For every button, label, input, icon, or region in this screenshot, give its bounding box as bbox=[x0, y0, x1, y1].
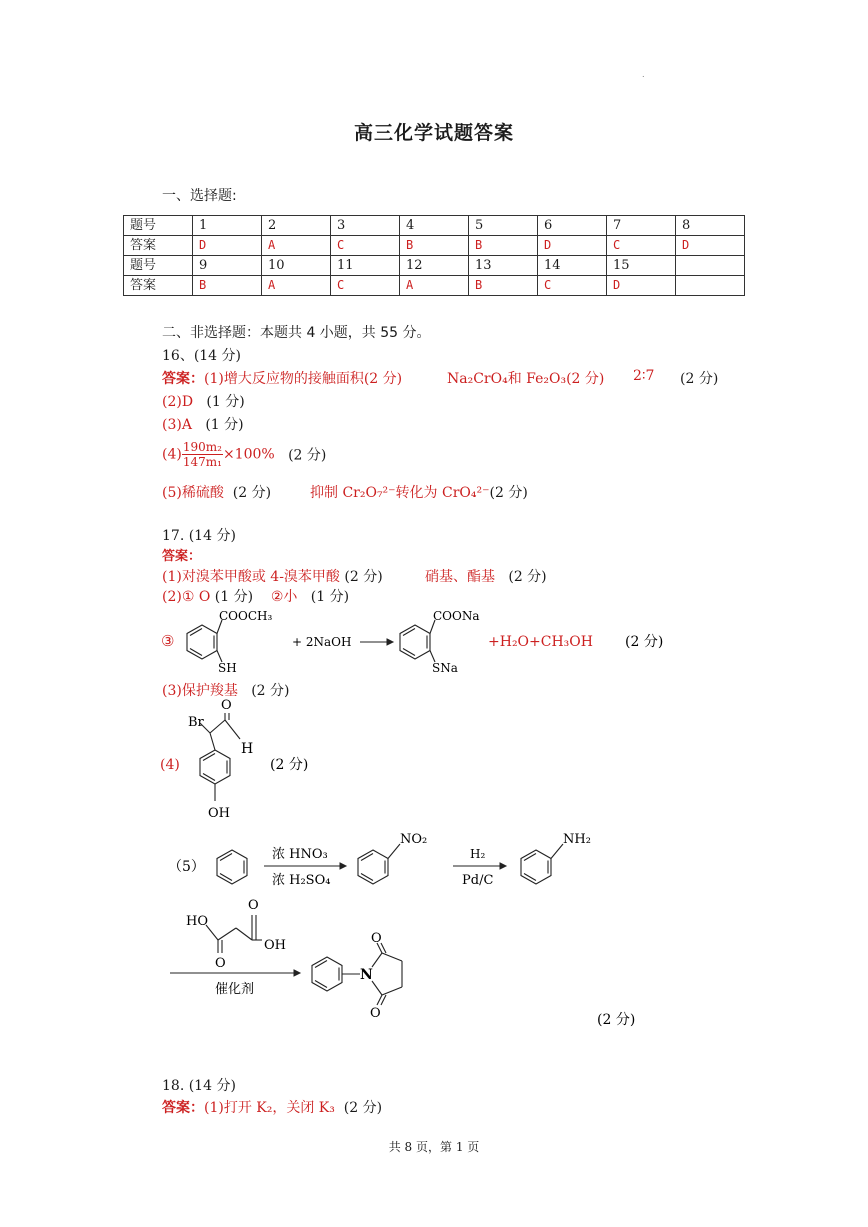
table-answer-cell: D bbox=[538, 236, 607, 256]
q17-3-score: (2 分) bbox=[625, 634, 664, 650]
q17-line1b bbox=[425, 566, 547, 586]
table-cell: 4 bbox=[400, 216, 469, 236]
answer-label: 答案： bbox=[162, 549, 202, 564]
table-cell: 15 bbox=[607, 256, 676, 276]
q17-4-structure bbox=[155, 695, 355, 825]
q16-line2 bbox=[162, 391, 245, 411]
q16-3-answer: (3)A bbox=[162, 417, 192, 433]
no2-label: NO₂ bbox=[400, 832, 428, 847]
q16-line4 bbox=[162, 440, 326, 469]
answer-table bbox=[123, 215, 745, 296]
q17-header: 17. (14 分) bbox=[162, 528, 236, 544]
sna-label: SNa bbox=[432, 661, 458, 675]
fraction-denominator: 147m₁ bbox=[182, 455, 222, 469]
q16-line1 bbox=[162, 368, 402, 388]
table-row bbox=[124, 236, 745, 256]
table-answer-cell: A bbox=[400, 276, 469, 296]
table-row-label: 题号 bbox=[124, 256, 193, 276]
table-cell: 10 bbox=[262, 256, 331, 276]
q17-4-score: (2 分) bbox=[270, 757, 309, 773]
table-answer-cell: C bbox=[331, 276, 400, 296]
benzene-ring-icon bbox=[400, 620, 435, 662]
table-row bbox=[124, 256, 745, 276]
table-cell: 5 bbox=[469, 216, 538, 236]
table-answer-cell: B bbox=[469, 236, 538, 256]
table-cell: 6 bbox=[538, 216, 607, 236]
aldehyde-h-label: H bbox=[241, 741, 254, 757]
n-phenylsuccinimide-icon bbox=[312, 943, 402, 1005]
q17-1-score-b: (2 分) bbox=[508, 569, 547, 585]
succinic-o-top: O bbox=[248, 898, 259, 913]
reagent-pdc: Pd/C bbox=[462, 873, 494, 888]
q17-3-marker: ③ bbox=[161, 632, 175, 650]
answer-label: 答案： bbox=[162, 1100, 204, 1116]
table-answer-cell: B bbox=[193, 276, 262, 296]
oh-label: OH bbox=[208, 806, 230, 821]
table-answer-cell: A bbox=[262, 276, 331, 296]
q17-line1 bbox=[162, 566, 383, 586]
table-cell: 11 bbox=[331, 256, 400, 276]
q16-header: 16、(14 分) bbox=[162, 348, 242, 364]
table-answer-cell: D bbox=[193, 236, 262, 256]
reagent-h2so4: 浓 H₂SO₄ bbox=[272, 873, 331, 888]
aniline-ring-icon bbox=[521, 844, 563, 884]
q16-4-percent: ×100% bbox=[222, 446, 275, 463]
q17-1-answer-b: 硝基、酯基 bbox=[425, 569, 495, 585]
cooch3-label: COOCH₃ bbox=[219, 609, 273, 623]
table-row-label: 答案 bbox=[124, 236, 193, 256]
table-cell: 3 bbox=[331, 216, 400, 236]
q17-3b-answer: (3)保护羧基 bbox=[162, 683, 238, 699]
table-answer-cell: C bbox=[607, 236, 676, 256]
table-row-label: 答案 bbox=[124, 276, 193, 296]
page-footer: 共 8 页，第 1 页 bbox=[388, 1140, 480, 1154]
q17-5-synthesis-row1 bbox=[160, 826, 630, 896]
q16-5-score: (2 分) bbox=[232, 485, 272, 501]
reaction-arrow-icon bbox=[264, 863, 346, 869]
table-cell bbox=[676, 256, 745, 276]
q16-1-answer-b: Na₂CrO₄和 Fe₂O₃(2 分) bbox=[447, 371, 605, 387]
benzene-ring-icon bbox=[217, 850, 247, 884]
q16-1-score: (2 分) bbox=[680, 371, 719, 387]
section-nonchoice-heading: 二、非选择题：本题共 4 小题，共 55 分。 bbox=[162, 325, 431, 341]
q17-3-products: +H₂O+CH₃OH bbox=[488, 634, 593, 650]
q16-1-answer-ratio: 2∶7 bbox=[633, 368, 655, 384]
reaction-arrow-icon bbox=[453, 863, 506, 869]
table-answer-cell: B bbox=[469, 276, 538, 296]
table-cell: 12 bbox=[400, 256, 469, 276]
q16-5-answer-b: 抑制 Cr₂O₇²⁻转化为 CrO₄²⁻ bbox=[310, 485, 490, 501]
succinic-ho-label: HO bbox=[186, 914, 208, 929]
imide-n-label: N bbox=[360, 967, 373, 983]
succinic-o-bottom: O bbox=[215, 956, 226, 971]
fraction-numerator: 190m₂ bbox=[182, 440, 222, 454]
q17-3b-score: (2 分) bbox=[251, 683, 290, 699]
q16-3-score: (1 分) bbox=[205, 417, 244, 433]
q17-2-score-b: (1 分) bbox=[310, 589, 350, 605]
bromo-aldehyde-skeleton-icon bbox=[200, 713, 240, 801]
table-answer-cell: C bbox=[538, 276, 607, 296]
q16-5-answer: (5)稀硫酸 bbox=[162, 485, 224, 501]
table-answer-cell: D bbox=[607, 276, 676, 296]
q18-line1 bbox=[162, 1097, 382, 1117]
q18-1-answer: (1)打开 K₂，关闭 K₃ bbox=[204, 1100, 335, 1116]
q16-4-score: (2 分) bbox=[288, 447, 327, 464]
reagent-hno3: 浓 HNO₃ bbox=[272, 847, 328, 862]
q17-1-answer: (1)对溴苯甲酸或 4-溴苯甲酸 bbox=[162, 569, 340, 585]
q16-5-score-b: (2 分) bbox=[489, 485, 528, 501]
q17-2-answer: (2)① O bbox=[162, 589, 211, 605]
table-cell: 13 bbox=[469, 256, 538, 276]
q16-4-prefix: (4) bbox=[162, 446, 182, 463]
q17-2-answer-b: ②小 bbox=[270, 589, 298, 605]
q17-line2 bbox=[162, 586, 349, 606]
imide-o-top: O bbox=[371, 931, 382, 946]
imide-o-bottom: O bbox=[370, 1006, 381, 1021]
page-title: 高三化学试题答案 bbox=[353, 122, 514, 144]
br-label: Br bbox=[188, 715, 204, 730]
table-row bbox=[124, 276, 745, 296]
q17-2-score: (1 分) bbox=[214, 589, 254, 605]
q17-5-label: （5） bbox=[168, 859, 205, 875]
reaction-arrow-icon bbox=[360, 639, 393, 645]
q17-1-score: (2 分) bbox=[344, 569, 383, 585]
table-row bbox=[124, 216, 745, 236]
naoh-label: + 2NaOH bbox=[292, 635, 352, 649]
table-cell: 9 bbox=[193, 256, 262, 276]
table-cell: 14 bbox=[538, 256, 607, 276]
reaction-arrow-icon bbox=[170, 970, 300, 976]
catalyst-label: 催化剂 bbox=[215, 982, 255, 997]
table-cell: 8 bbox=[676, 216, 745, 236]
table-row-label: 题号 bbox=[124, 216, 193, 236]
q16-line5b bbox=[310, 482, 528, 502]
table-answer-cell: D bbox=[676, 236, 745, 256]
q18-header: 18. (14 分) bbox=[162, 1078, 236, 1094]
q17-4-label: (4) bbox=[160, 757, 180, 773]
section-choice-heading: 一、选择题: bbox=[162, 188, 237, 204]
reagent-h2: H₂ bbox=[470, 847, 486, 861]
corner-dot: . bbox=[642, 70, 645, 79]
table-cell: 7 bbox=[607, 216, 676, 236]
aldehyde-o-label: O bbox=[221, 698, 232, 713]
benzene-ring-icon bbox=[187, 620, 222, 662]
q17-5-score: (2 分) bbox=[597, 1012, 636, 1028]
succinic-acid-skeleton-icon bbox=[206, 915, 262, 953]
nh2-label: NH₂ bbox=[563, 832, 591, 847]
q16-line3 bbox=[162, 414, 244, 434]
q17-reaction-equation bbox=[155, 605, 715, 680]
table-answer-cell: B bbox=[400, 236, 469, 256]
q18-1-score: (2 分) bbox=[343, 1100, 383, 1116]
q16-2-score: (1 分) bbox=[206, 394, 245, 410]
table-answer-cell bbox=[676, 276, 745, 296]
q16-4-fraction bbox=[182, 440, 223, 469]
q16-1-answer: (1)增大反应物的接触面积(2 分) bbox=[204, 371, 403, 387]
table-answer-cell: C bbox=[331, 236, 400, 256]
answer-label: 答案： bbox=[162, 371, 204, 387]
nitrobenzene-ring-icon bbox=[358, 844, 400, 884]
table-cell: 1 bbox=[193, 216, 262, 236]
sh-label: SH bbox=[218, 661, 237, 675]
q16-line5 bbox=[162, 482, 271, 502]
q16-2-answer: (2)D bbox=[162, 394, 194, 410]
coona-label: COONa bbox=[433, 609, 480, 623]
table-answer-cell: A bbox=[262, 236, 331, 256]
table-cell: 2 bbox=[262, 216, 331, 236]
succinic-oh-label: OH bbox=[264, 938, 286, 953]
q17-5-synthesis-row2 bbox=[160, 895, 660, 1030]
